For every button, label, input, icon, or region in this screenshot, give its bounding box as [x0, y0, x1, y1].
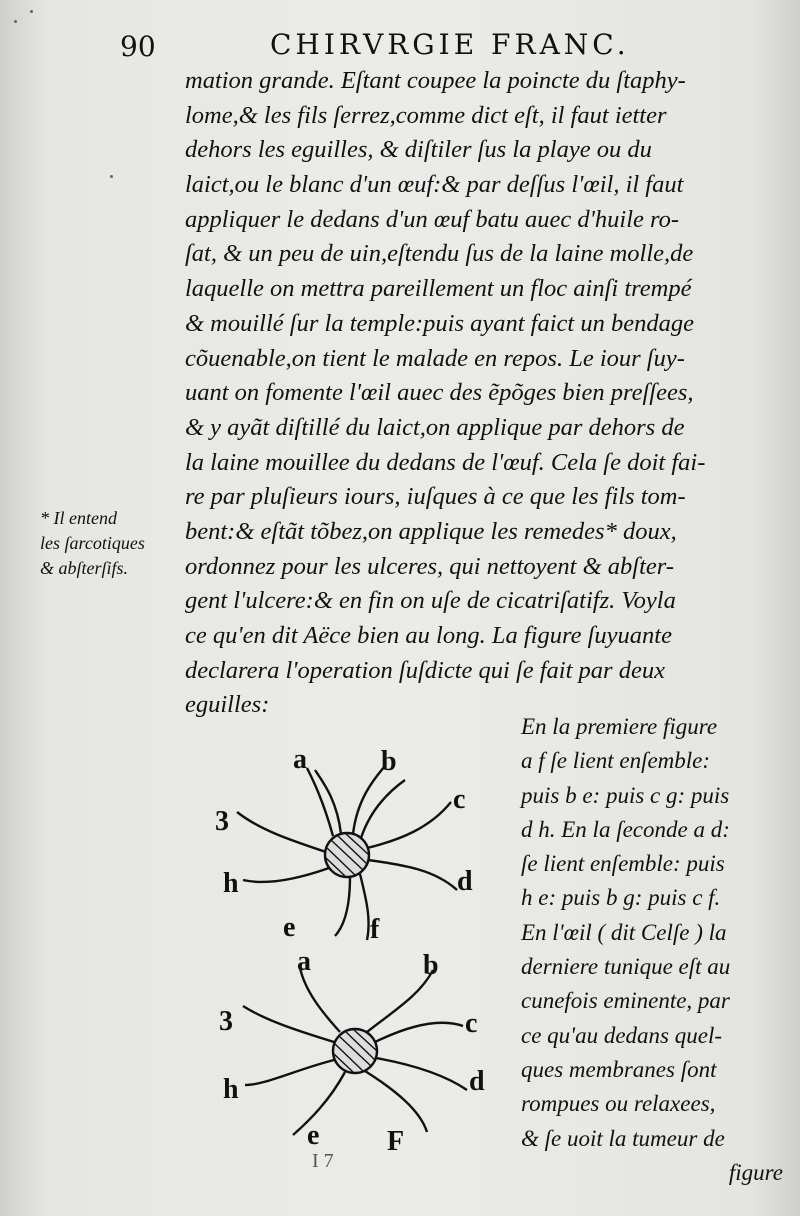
fig2-label-a: a: [297, 946, 311, 977]
thread-f: [365, 1071, 427, 1132]
margin-note: [40, 506, 180, 581]
text-line: ce qu'en dit Aëce bien au long. La figure ſuyuante: [185, 622, 672, 649]
text-line: bent:& eſtãt tõbez,on applique les remedes* doux,: [185, 517, 677, 545]
thread-e: [360, 874, 369, 940]
fig1-label-f: f: [370, 914, 380, 945]
legend-line: En l'œil ( dit Celſe ) la: [521, 919, 727, 945]
legend-line: rompues ou relaxees,: [521, 1091, 716, 1117]
fig2-label-d: d: [469, 1066, 485, 1097]
text-line: declarera l'operation ſuſdicte qui ſe fait par deux: [185, 656, 665, 684]
fig1-label-g: 3: [215, 806, 229, 837]
legend-line: ce qu'au dedans quel-: [521, 1022, 723, 1048]
legend-line: figure: [728, 1159, 783, 1185]
ink-speck: [110, 175, 113, 178]
text-line: lome,& les fils ſerrez,comme dict eſt, il faut ietter: [185, 101, 667, 129]
fig2-label-e: e: [307, 1120, 320, 1151]
thread-d: [376, 1058, 467, 1090]
ink-speck: [30, 10, 33, 13]
fig2-label-g: 3: [219, 1006, 233, 1037]
text-line: re par pluſieurs iours, iuſques à ce que les fils tom-: [185, 483, 686, 511]
fig1-label-b: b: [381, 746, 397, 777]
suture-diagram: [195, 740, 495, 1160]
text-line: eguilles:: [185, 691, 270, 719]
fig2-label-f: F: [387, 1126, 405, 1157]
text-line: cõuenable,on tient le malade en repos. Le iour ſuy-: [185, 344, 685, 372]
thread-h: [243, 868, 329, 882]
text-line: ſat, & un peu de uin,eſtendu ſus de la laine molle,de: [185, 240, 694, 268]
legend-line: a f ſe lient enſemble:: [521, 748, 711, 774]
fig1-label-e: e: [283, 912, 296, 943]
margin-note-line: les ſarcotiques: [40, 533, 145, 553]
text-line: uant on fomente l'œil auec des ẽpõges bien preſſees,: [185, 379, 694, 407]
legend-line: h e: puis b g: puis c f.: [521, 885, 721, 911]
page-header: [120, 22, 680, 62]
thread-f: [335, 877, 350, 936]
text-line: appliquer le dedans d'un œuf batu auec d'huile ro-: [185, 205, 680, 233]
running-title: CHIRVRGIE FRANC.: [270, 28, 630, 61]
ink-speck: [14, 20, 17, 23]
thread-h: [245, 1060, 334, 1085]
thread-a: [300, 968, 340, 1032]
fig1-label-c: c: [453, 784, 466, 815]
thread-c: [375, 1023, 463, 1042]
text-line: ordonnez pour les ulceres, qui nettoyent & abſter-: [185, 552, 674, 580]
margin-note-line: * Il entend: [40, 508, 117, 528]
fig2-label-h: h: [223, 1074, 239, 1105]
fig1-label-d: d: [457, 866, 473, 897]
legend-line: En la premiere figure: [521, 714, 718, 739]
text-line: laquelle on mettra pareillement un floc ainſi trempé: [185, 275, 692, 303]
thread-g: [243, 1006, 334, 1042]
thread-g: [237, 812, 326, 852]
legend-line: derniere tunique eſt au: [521, 954, 731, 980]
legend-line: d h. En la ſeconde a d:: [521, 816, 730, 842]
legend-line: ſe lient enſemble: puis: [521, 851, 725, 877]
main-text: [185, 64, 775, 723]
figure-2: [243, 968, 467, 1135]
thread-a2: [315, 770, 341, 834]
text-line: laict,ou le blanc d'un œuf:& par deſſus l'œil, il faut: [185, 171, 684, 199]
fig2-label-c: c: [465, 1008, 478, 1039]
fig2-label-b: b: [423, 950, 439, 981]
thread-d: [368, 860, 457, 890]
figure-legend-text: [521, 710, 783, 1190]
text-line: la laine mouillee du dedans de l'œuf. Cela ſe doit faі-: [185, 448, 706, 476]
margin-note-line: & abſterſifs.: [40, 558, 129, 578]
text-line: & y ayãt diſtillé du laict,on applique par dehors de: [185, 413, 685, 441]
fig1-label-a: a: [293, 744, 307, 775]
legend-line: puis b e: puis c g: puis: [521, 782, 730, 808]
legend-line: & ſe uoit la tumeur de: [521, 1125, 725, 1151]
page-number: 90: [120, 30, 156, 63]
text-line: & mouillé ſur la temple:puis ayant faict un bendage: [185, 309, 694, 337]
thread-c: [367, 802, 451, 848]
legend-line: cunefois eminente, par: [521, 988, 730, 1014]
signature-mark: I 7: [312, 1150, 334, 1172]
fig1-label-h: h: [223, 868, 239, 899]
suture-figures: [195, 740, 495, 1160]
figure-1: [237, 766, 457, 940]
legend-line: ques membranes ſont: [521, 1056, 717, 1082]
text-line: dehors les eguilles, & diſtiler ſus la playe ou du: [185, 136, 652, 164]
text-line: mation grande. Eſtant coupee la poincte du ſtaphy-: [185, 67, 686, 94]
text-line: gent l'ulcere:& en fin on uſe de cicatriſatifz. Voyla: [185, 587, 676, 615]
